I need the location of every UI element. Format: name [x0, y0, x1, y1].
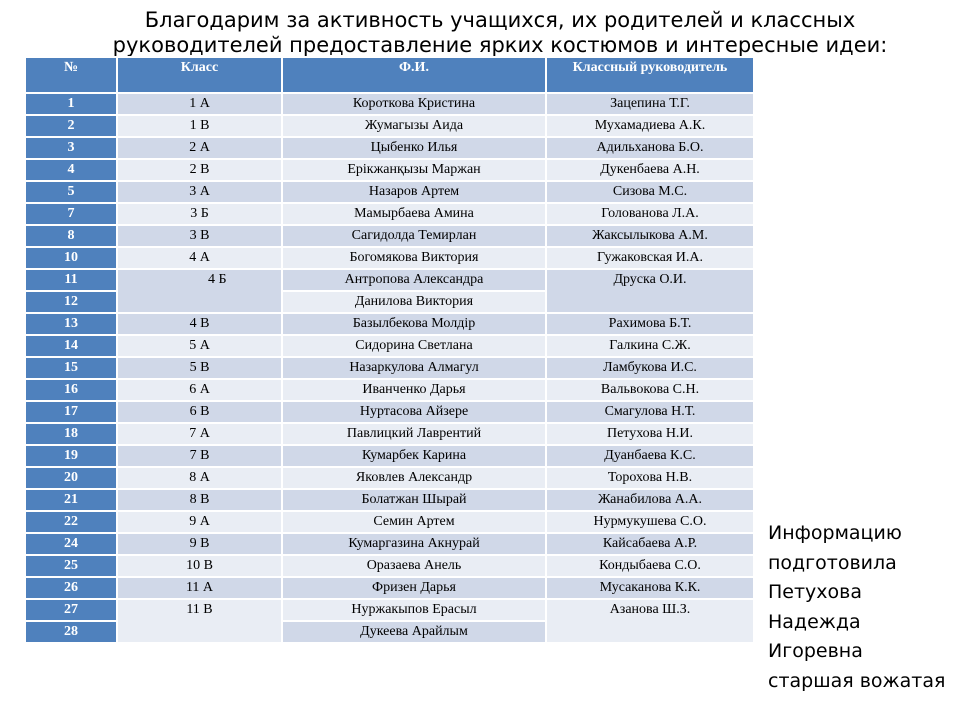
row-student: Антропова Александра	[282, 269, 546, 291]
row-number: 12	[25, 291, 117, 313]
row-class: 1 А	[117, 93, 282, 115]
row-student: Сидорина Светлана	[282, 335, 546, 357]
info-line: Надежда	[768, 610, 861, 633]
row-teacher: Гужаковская И.А.	[546, 247, 754, 269]
row-student: Семин Артем	[282, 511, 546, 533]
row-class: 6 В	[117, 401, 282, 423]
row-class: 11 В	[117, 599, 282, 643]
table-row	[25, 181, 754, 203]
row-number: 10	[25, 247, 117, 269]
row-number: 11	[25, 269, 117, 291]
row-class: 1 В	[117, 115, 282, 137]
row-class: 2 В	[117, 159, 282, 181]
row-teacher: Друска О.И.	[546, 269, 754, 313]
title-line-1: Благодарим за активность учащихся, их родителей и классных	[144, 8, 856, 32]
row-class: 4 Б	[117, 269, 282, 313]
row-teacher: Нурмукушева С.О.	[546, 511, 754, 533]
row-teacher: Дукенбаева А.Н.	[546, 159, 754, 181]
row-teacher: Кондыбаева С.О.	[546, 555, 754, 577]
row-student: Назаркулова Алмагул	[282, 357, 546, 379]
row-class: 4 В	[117, 313, 282, 335]
header-teacher: Классный руководитель	[546, 57, 754, 93]
row-teacher: Сизова М.С.	[546, 181, 754, 203]
row-student: Нуржакыпов Ерасыл	[282, 599, 546, 621]
row-student: Мамырбаева Амина	[282, 203, 546, 225]
row-teacher: Ламбукова И.С.	[546, 357, 754, 379]
table-row	[25, 577, 754, 599]
header-name: Ф.И.	[282, 57, 546, 93]
table-row	[25, 445, 754, 467]
row-number: 15	[25, 357, 117, 379]
row-student: Болатжан Шырай	[282, 489, 546, 511]
row-number: 8	[25, 225, 117, 247]
row-student: Сагидолда Темирлан	[282, 225, 546, 247]
table-header-row	[25, 57, 754, 93]
row-student: Павлицкий Лаврентий	[282, 423, 546, 445]
row-class: 3 А	[117, 181, 282, 203]
row-class: 3 В	[117, 225, 282, 247]
row-number: 2	[25, 115, 117, 137]
title-line-2: руководителей предоставление ярких костюмов и интересные идеи:	[112, 33, 888, 57]
row-student: Яковлев Александр	[282, 467, 546, 489]
table-row	[25, 137, 754, 159]
row-teacher: Смагулова Н.Т.	[546, 401, 754, 423]
row-teacher: Галкина С.Ж.	[546, 335, 754, 357]
row-class: 5 А	[117, 335, 282, 357]
row-number: 7	[25, 203, 117, 225]
header-class: Класс	[117, 57, 282, 93]
row-class: 7 А	[117, 423, 282, 445]
table-row	[25, 401, 754, 423]
row-teacher: Мусаканова К.К.	[546, 577, 754, 599]
row-number: 25	[25, 555, 117, 577]
table-row	[25, 423, 754, 445]
row-number: 4	[25, 159, 117, 181]
table-row	[25, 203, 754, 225]
table-row	[25, 379, 754, 401]
row-student: Цыбенко Илья	[282, 137, 546, 159]
row-class: 2 А	[117, 137, 282, 159]
row-teacher: Кайсабаева А.Р.	[546, 533, 754, 555]
info-line: старшая вожатая	[768, 669, 946, 692]
row-number: 13	[25, 313, 117, 335]
row-class: 9 А	[117, 511, 282, 533]
table-row	[25, 159, 754, 181]
row-student: Базылбекова Молдір	[282, 313, 546, 335]
row-student: Кумарбек Карина	[282, 445, 546, 467]
table-row	[25, 555, 754, 577]
row-number: 27	[25, 599, 117, 621]
row-teacher: Адильханова Б.О.	[546, 137, 754, 159]
info-line: Информацию	[768, 522, 902, 544]
page-title	[100, 8, 900, 58]
row-student: Оразаева Анель	[282, 555, 546, 577]
info-line: подготовила	[768, 551, 897, 574]
row-student: Иванченко Дарья	[282, 379, 546, 401]
table-row	[25, 599, 754, 621]
row-number: 20	[25, 467, 117, 489]
row-student: Богомякова Виктория	[282, 247, 546, 269]
row-number: 28	[25, 621, 117, 643]
table-row	[25, 467, 754, 489]
row-number: 21	[25, 489, 117, 511]
row-number: 5	[25, 181, 117, 203]
row-number: 26	[25, 577, 117, 599]
row-number: 18	[25, 423, 117, 445]
table-row	[25, 335, 754, 357]
row-teacher: Дуанбаева К.С.	[546, 445, 754, 467]
table-row	[25, 269, 754, 291]
row-teacher: Мухамадиева А.К.	[546, 115, 754, 137]
row-teacher: Рахимова Б.Т.	[546, 313, 754, 335]
row-number: 14	[25, 335, 117, 357]
row-student: Данилова Виктория	[282, 291, 546, 313]
row-class: 5 В	[117, 357, 282, 379]
row-teacher: Зацепина Т.Г.	[546, 93, 754, 115]
row-class: 11 А	[117, 577, 282, 599]
row-student: Кумаргазина Акнурай	[282, 533, 546, 555]
table-row	[25, 93, 754, 115]
row-class: 8 В	[117, 489, 282, 511]
table-row	[25, 313, 754, 335]
table-row	[25, 511, 754, 533]
table-row	[25, 533, 754, 555]
row-number: 16	[25, 379, 117, 401]
row-teacher: Петухова Н.И.	[546, 423, 754, 445]
row-number: 24	[25, 533, 117, 555]
row-teacher: Азанова Ш.З.	[546, 599, 754, 643]
row-student: Короткова Кристина	[282, 93, 546, 115]
row-student: Фризен Дарья	[282, 577, 546, 599]
row-teacher: Голованова Л.А.	[546, 203, 754, 225]
participants-table	[24, 56, 755, 644]
row-student: Нуртасова Айзере	[282, 401, 546, 423]
info-line: Петухова	[768, 581, 862, 603]
row-number: 22	[25, 511, 117, 533]
row-teacher: Жанабилова А.А.	[546, 489, 754, 511]
row-class: 3 Б	[117, 203, 282, 225]
row-student: Ерікжанқызы Маржан	[282, 159, 546, 181]
row-class: 6 А	[117, 379, 282, 401]
row-student: Дукеева Арайлым	[282, 621, 546, 643]
header-number: №	[25, 57, 117, 93]
info-line: Игоревна	[768, 640, 863, 662]
author-info	[768, 519, 960, 696]
row-teacher: Вальвокова С.Н.	[546, 379, 754, 401]
row-number: 19	[25, 445, 117, 467]
row-number: 17	[25, 401, 117, 423]
row-class: 8 А	[117, 467, 282, 489]
row-number: 3	[25, 137, 117, 159]
row-teacher: Жаксылыкова А.М.	[546, 225, 754, 247]
row-student: Назаров Артем	[282, 181, 546, 203]
table-row	[25, 115, 754, 137]
table-row	[25, 357, 754, 379]
row-student: Жумагызы Аида	[282, 115, 546, 137]
row-class: 10 В	[117, 555, 282, 577]
row-teacher: Торохова Н.В.	[546, 467, 754, 489]
table-row	[25, 247, 754, 269]
row-class: 4 А	[117, 247, 282, 269]
table-row	[25, 225, 754, 247]
row-number: 1	[25, 93, 117, 115]
table-row	[25, 489, 754, 511]
row-class: 7 В	[117, 445, 282, 467]
row-class: 9 В	[117, 533, 282, 555]
